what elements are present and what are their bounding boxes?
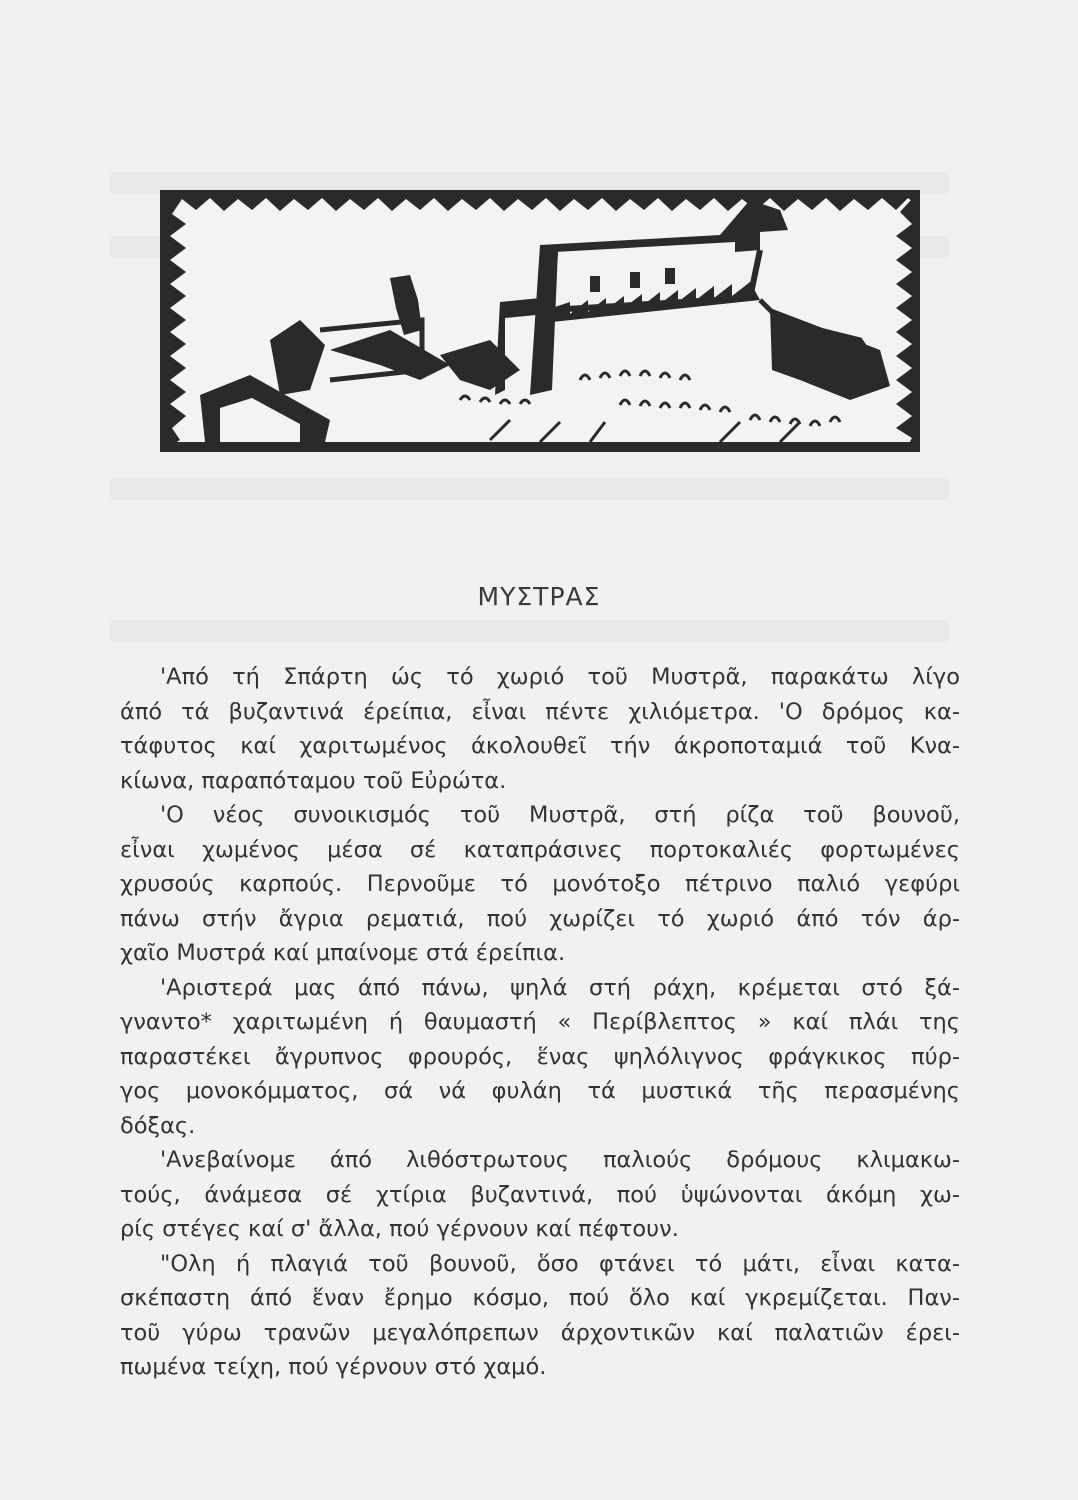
text-line: κίωνα, παραπόταμου τοῦ Εὐρώτα. bbox=[120, 767, 507, 794]
castle-ruins-woodcut bbox=[160, 190, 920, 452]
show-through bbox=[110, 620, 950, 642]
text-line: 'Από τή Σπάρτη ώς τό χωριό τοῦ Μυστρᾶ, παρακάτω λίγο bbox=[160, 664, 960, 690]
text-line: γος μονοκόμματος, σά νά φυλάη τά μυστικά τῆς περασμένης bbox=[120, 1078, 960, 1104]
text-line: δόξας. bbox=[120, 1112, 196, 1139]
text-line: άπό τά βυζαντινά έρείπια, εἶναι πέντε χιλιόμετρα. 'Ο δρόμος κα- bbox=[120, 698, 960, 725]
text-line: τάφυτος καί χαριτωμένος άκολουθεῖ τήν άκροποταμιά τοῦ Κνα- bbox=[120, 733, 960, 759]
text-line: τοῦ γύρω τρανῶν μεγαλόπρεπων άρχοντικῶν καί παλατιῶν έρει- bbox=[120, 1319, 960, 1346]
text-line: σκέπαστη άπό ἕναν ἔρημο κόσμο, πού ὅλο καί γκρεμίζεται. Παν- bbox=[120, 1285, 960, 1311]
text-line: χρυσούς καρπούς. Περνοῦμε τό μονότοξο πέτρινο παλιό γεφύρι bbox=[120, 871, 960, 897]
text-line: 'Ο νέος συνοικισμός τοῦ Μυστρᾶ, στή ρίζα τοῦ βουνοῦ, bbox=[160, 802, 960, 828]
text-line: γναντο* χαριτωμένη ή θαυμαστή « Περίβλεπτος » καί πλάι της bbox=[120, 1009, 960, 1035]
text-line: πάνω στήν ἄγρια ρεματιά, πού χωρίζει τό χωριό άπό τόν άρ- bbox=[120, 905, 960, 932]
text-line: 'Αριστερά μας άπό πάνω, ψηλά στή ράχη, κρέμεται στό ξά- bbox=[160, 974, 960, 1001]
text-line: εἶναι χωμένος μέσα σέ καταπράσινες πορτοκαλιές φορτωμένες bbox=[120, 836, 960, 863]
page-title: ΜΥΣΤΡΑΣ bbox=[477, 582, 601, 611]
text-line: "Ολη ή πλαγιά τοῦ βουνοῦ, ὅσο φτάνει τό μάτι, εἶναι κατα- bbox=[160, 1250, 960, 1277]
text-line: 'Ανεβαίνομε άπό λιθόστρωτους παλιούς δρόμους κλιμακω- bbox=[160, 1147, 960, 1173]
show-through bbox=[110, 478, 950, 500]
text-line: παραστέκει ἄγρυπνος φρουρός, ἕνας ψηλόλιγνος φράγκικος πύρ- bbox=[120, 1043, 960, 1070]
body-text bbox=[120, 660, 960, 1385]
text-line: τούς, άνάμεσα σέ χτίρια βυζαντινά, πού ὑψώνονται άκόμη χω- bbox=[120, 1181, 960, 1208]
text-line: ρίς στέγες καί σ' ἄλλα, πού γέρνουν καί πέφτουν. bbox=[120, 1216, 679, 1242]
text-line: πωμένα τείχη, πού γέρνουν στό χαμό. bbox=[120, 1354, 547, 1380]
text-line: χαῖο Μυστρά καί μπαίνομε στά έρείπια. bbox=[120, 940, 566, 966]
